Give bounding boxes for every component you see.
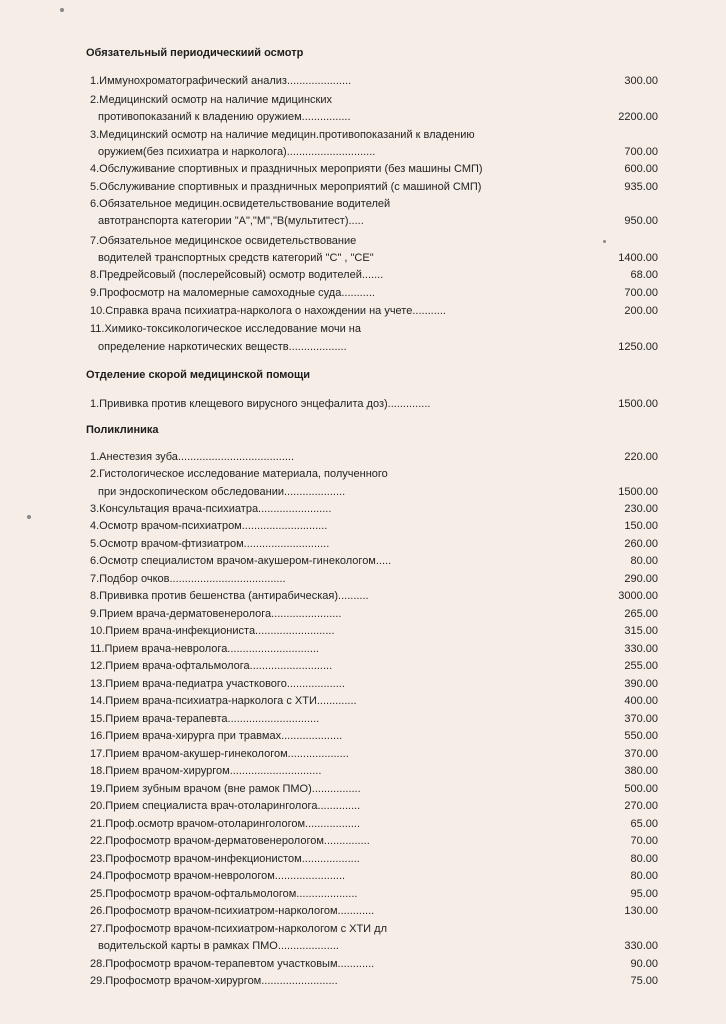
service-price: 95.00 <box>630 888 658 900</box>
service-name: 26.Профосмотр врачом-психиатром-наркологом............ <box>90 905 375 917</box>
scan-speck <box>60 8 64 12</box>
service-price: 75.00 <box>630 975 658 987</box>
service-price: 90.00 <box>630 958 658 970</box>
service-name: 25.Профосмотр врачом-офтальмологом.................... <box>90 888 358 900</box>
service-name: 15.Прием врача-терапевта.............................. <box>90 713 320 725</box>
service-price: 950.00 <box>624 215 658 227</box>
service-name-continuation: при эндоскопическом обследовании.................... <box>98 486 346 498</box>
service-price: 220.00 <box>624 451 658 463</box>
service-name-continuation: водителей транспортных средств категорий "С" , "СЕ" <box>98 252 374 264</box>
service-price: 700.00 <box>624 287 658 299</box>
service-price: 1500.00 <box>618 398 658 410</box>
service-name: 27.Профосмотр врачом-психиатром-наркологом с ХТИ дл <box>90 923 387 935</box>
service-name: 11.Химико-токсикологическое исследование мочи на <box>90 323 361 335</box>
service-name: 5.Осмотр врачом-фтизиатром............................ <box>90 538 330 550</box>
service-name: 16.Прием врача-хирурга при травмах.................... <box>90 730 343 742</box>
service-price: 80.00 <box>630 555 658 567</box>
service-price: 500.00 <box>624 783 658 795</box>
service-price: 1500.00 <box>618 486 658 498</box>
service-name-continuation: противопоказаний к владению оружием................ <box>98 111 351 123</box>
section-title: Обязательный периодическиий осмотр <box>86 47 304 59</box>
service-name: 3.Медицинский осмотр на наличие медицин.противопоказаний к владению <box>90 129 475 141</box>
service-price: 80.00 <box>630 853 658 865</box>
service-price: 935.00 <box>624 181 658 193</box>
service-price: 68.00 <box>630 269 658 281</box>
service-name: 21.Проф.осмотр врачом-отоларингологом.................. <box>90 818 361 830</box>
service-name: 9.Профосмотр на маломерные самоходные суда........... <box>90 287 375 299</box>
service-price: 65.00 <box>630 818 658 830</box>
service-name-continuation: определение наркотических веществ................... <box>98 341 347 353</box>
service-price: 330.00 <box>624 940 658 952</box>
service-name: 9.Прием врача-дерматовенеролога....................... <box>90 608 342 620</box>
service-name: 19.Прием зубным врачом (вне рамок ПМО)................ <box>90 783 361 795</box>
service-name: 1.Иммунохроматографический анализ..................... <box>90 75 352 87</box>
service-name: 2.Медицинский осмотр на наличие мдицинских <box>90 94 332 106</box>
service-price: 130.00 <box>624 905 658 917</box>
service-name: 10.Прием врача-инфекциониста.......................... <box>90 625 335 637</box>
service-name-continuation: автотранспорта категории "А","М","В(мультитест)..... <box>98 215 364 227</box>
service-name: 1.Прививка против клещевого вирусного энцефалита доз).............. <box>90 398 431 410</box>
service-name: 4.Обслуживание спортивных и праздничных мероприяти (без машины СМП) <box>90 163 483 175</box>
service-price: 390.00 <box>624 678 658 690</box>
service-price: 290.00 <box>624 573 658 585</box>
service-price: 200.00 <box>624 305 658 317</box>
service-name: 5.Обслуживание спортивных и праздничных мероприятий (с машиной СМП) <box>90 181 482 193</box>
service-name: 12.Прием врача-офтальмолога........................... <box>90 660 333 672</box>
service-price: 80.00 <box>630 870 658 882</box>
service-name-continuation: оружием(без психиатра и нарколога)............................. <box>98 146 376 158</box>
service-price: 2200.00 <box>618 111 658 123</box>
service-name: 13.Прием врача-педиатра участкового................... <box>90 678 345 690</box>
service-price: 1250.00 <box>618 341 658 353</box>
scan-speck <box>603 240 606 243</box>
service-name-continuation: водительской карты в рамках ПМО.................... <box>98 940 339 952</box>
service-price: 330.00 <box>624 643 658 655</box>
service-price: 370.00 <box>624 748 658 760</box>
service-name: 4.Осмотр врачом-психиатром............................ <box>90 520 328 532</box>
service-price: 230.00 <box>624 503 658 515</box>
service-name: 10.Справка врача психиатра-нарколога о нахождении на учете........... <box>90 305 446 317</box>
service-name: 6.Осмотр специалистом врачом-акушером-гинекологом..... <box>90 555 392 567</box>
service-price: 315.00 <box>624 625 658 637</box>
service-price: 600.00 <box>624 163 658 175</box>
service-price: 400.00 <box>624 695 658 707</box>
service-name: 6.Обязательное медицин.освидетельствование водителей <box>90 198 391 210</box>
service-price: 260.00 <box>624 538 658 550</box>
service-name: 22.Профосмотр врачом-дерматовенерологом............... <box>90 835 370 847</box>
service-name: 7.Обязательное медицинское освидетельствование <box>90 235 357 247</box>
service-name: 8.Предрейсовый (послерейсовый) осмотр водителей....... <box>90 269 384 281</box>
service-name: 17.Прием врачом-акушер-гинекологом.................... <box>90 748 349 760</box>
section-title: Отделение скорой медицинской помощи <box>86 369 311 381</box>
service-name: 20.Прием специалиста врач-отоларинголога.............. <box>90 800 361 812</box>
service-name: 1.Анестезия зуба...................................... <box>90 451 295 463</box>
section-title: Поликлиника <box>86 424 159 436</box>
service-price: 700.00 <box>624 146 658 158</box>
service-name: 7.Подбор очков...................................... <box>90 573 286 585</box>
service-price: 3000.00 <box>618 590 658 602</box>
service-price: 70.00 <box>630 835 658 847</box>
service-name: 28.Профосмотр врачом-терапевтом участковым............ <box>90 958 375 970</box>
service-name: 14.Прием врача-психиатра-нарколога с ХТИ............. <box>90 695 357 707</box>
service-price: 380.00 <box>624 765 658 777</box>
service-name: 24.Профосмотр врачом-неврологом....................... <box>90 870 346 882</box>
service-price: 1400.00 <box>618 252 658 264</box>
service-name: 3.Консультация врача-психиатра........................ <box>90 503 332 515</box>
service-name: 23.Профосмотр врачом-инфекционистом................... <box>90 853 360 865</box>
service-name: 29.Профосмотр врачом-хирургом......................... <box>90 975 338 987</box>
service-price: 265.00 <box>624 608 658 620</box>
service-price: 550.00 <box>624 730 658 742</box>
service-name: 8.Прививка против бешенства (антирабическая).......... <box>90 590 369 602</box>
service-name: 11.Прием врача-невролога.............................. <box>90 643 319 655</box>
service-name: 18.Прием врачом-хирургом.............................. <box>90 765 322 777</box>
service-price: 270.00 <box>624 800 658 812</box>
service-price: 255.00 <box>624 660 658 672</box>
service-price: 150.00 <box>624 520 658 532</box>
service-price: 300.00 <box>624 75 658 87</box>
service-price: 370.00 <box>624 713 658 725</box>
scan-speck <box>27 515 31 519</box>
service-name: 2.Гистологическое исследование материала, полученного <box>90 468 388 480</box>
